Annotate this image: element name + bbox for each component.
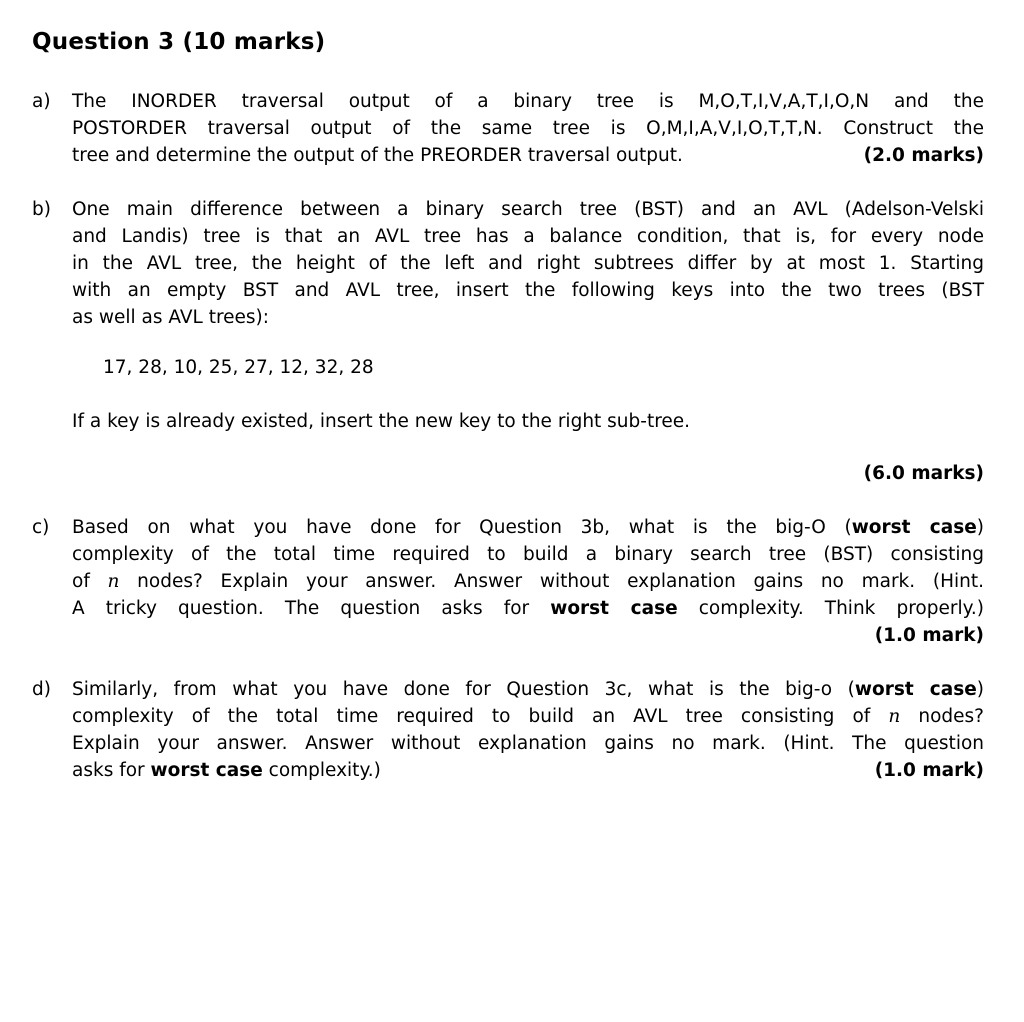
worst-case-emphasis: worst case [550, 598, 678, 619]
part-d-line-4-pre: asks for [72, 760, 151, 781]
part-b-label: b) [32, 199, 51, 220]
math-variable-n: n [888, 706, 901, 727]
part-a-body [72, 88, 984, 169]
part-a-label: a) [32, 91, 51, 112]
part-c-line-3-pre: of [72, 571, 108, 592]
part-c-line-1 [72, 514, 984, 541]
part-d-line-2-pre: complexity of the total time required to build an AVL tree consisting of [72, 706, 889, 727]
part-b-line-1: One main difference between a binary search tree (BST) and an AVL (Adelson-Velski [72, 199, 984, 220]
part-c-body [72, 514, 984, 649]
part-b-line-2: and Landis) tree is that an AVL tree has a balance condition, that is, for every node [72, 226, 984, 247]
part-d-line-1-pre: Similarly, from what you have done for Question 3c, what is the big-o ( [72, 679, 855, 700]
part-b-body [72, 196, 984, 487]
part-c-line-1-pre: Based on what you have done for Question 3b, what is the big-O ( [72, 517, 852, 538]
part-b [32, 196, 984, 487]
part-d-line-1-post: ) [976, 679, 984, 700]
part-d-line-2 [72, 703, 984, 730]
part-d-body [72, 676, 984, 784]
worst-case-emphasis: worst case [854, 679, 977, 700]
part-c-line-3-post: nodes? Explain your answer. Answer without explanation gains no mark. (Hint. [119, 571, 984, 592]
key-sequence: 17, 28, 10, 25, 27, 12, 32, 28 [103, 357, 374, 378]
part-b-line-3: in the AVL tree, the height of the left and right subtrees differ by at most 1. Starting [72, 253, 984, 274]
part-d-label: d) [32, 679, 51, 700]
part-a-line-3 [72, 142, 984, 169]
part-b-marks: (6.0 marks) [863, 463, 984, 484]
part-c-line-4-pre: A tricky question. The question asks for [72, 598, 551, 619]
part-c-marks: (1.0 mark) [874, 625, 984, 646]
part-d-line-2-post: nodes? [900, 706, 984, 727]
part-d-line-3: Explain your answer. Answer without explanation gains no mark. (Hint. The question [72, 733, 984, 754]
part-a-line-3-text: tree and determine the output of the PREORDER traversal output. [72, 145, 683, 166]
part-c-line-4 [72, 595, 984, 622]
part-a-marks: (2.0 marks) [863, 145, 984, 166]
part-a [32, 88, 984, 169]
worst-case-emphasis: worst case [150, 760, 263, 781]
part-b-line-4: with an empty BST and AVL tree, insert the following keys into the two trees (BST [72, 280, 984, 301]
part-c [32, 514, 984, 649]
part-c-line-2: complexity of the total time required to build a binary search tree (BST) consisting [72, 544, 984, 565]
part-a-line-2: POSTORDER traversal output of the same tree is O,M,I,A,V,I,O,T,T,N. Construct the [72, 118, 984, 139]
part-d-marks: (1.0 mark) [874, 760, 984, 781]
question-title: Question 3 (10 marks) [32, 29, 326, 55]
part-d [32, 676, 984, 784]
part-b-line-5: as well as AVL trees): [72, 307, 270, 328]
part-c-line-1-post: ) [976, 517, 984, 538]
duplicate-key-note: If a key is already existed, insert the new key to the right sub-tree. [72, 411, 691, 432]
part-c-line-3 [72, 568, 984, 595]
worst-case-emphasis: worst case [851, 517, 977, 538]
part-d-line-4-text [72, 757, 381, 784]
math-variable-n: n [107, 571, 120, 592]
part-c-label: c) [32, 517, 50, 538]
part-d-line-4 [72, 757, 984, 784]
part-d-line-4-post: complexity.) [262, 760, 381, 781]
part-d-line-1 [72, 676, 984, 703]
part-c-line-4-post: complexity. Think properly.) [677, 598, 984, 619]
part-a-line-1: The INORDER traversal output of a binary tree is M,O,T,I,V,A,T,I,O,N and the [72, 91, 984, 112]
